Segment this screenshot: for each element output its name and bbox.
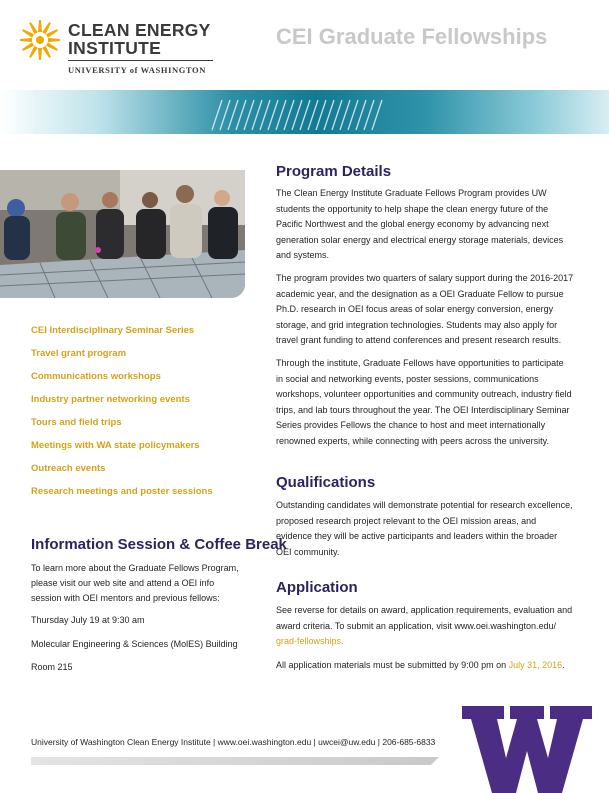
text-line: The program provides two quarters of salary support during the 2016-2017 [276, 273, 574, 283]
text-line: renowned experts, while connecting with peers across the university. [276, 435, 549, 446]
deadline-suffix: . [562, 660, 565, 670]
logo-university: UNIVERSITY of WASHINGTON [68, 65, 206, 75]
deadline-text: All application materials must be submitted by 9:00 pm on [276, 660, 509, 670]
text-line: trips, and lab tours throughout the year. The OEI Interdisciplinary Seminar [276, 404, 570, 415]
qualifications-heading: Qualifications [276, 474, 376, 491]
application-heading: Application [276, 579, 358, 596]
text-line: Ph.D. research in OEI focus areas of solar energy conversion, energy [276, 304, 554, 314]
info-intro-line: To learn more about the Graduate Fellows Program, [31, 563, 239, 573]
text-line: Pacific Northwest and the global energy economy by advancing next [276, 219, 549, 229]
text-line: Series provides Fellows the chance to host and meet internationally [276, 420, 546, 430]
text-line: generation solar energy and electrical energy storage materials, devices [276, 234, 564, 245]
program-details-p1 [276, 186, 588, 264]
list-item: Tours and field trips [31, 417, 122, 428]
logo-org-line2: INSTITUTE [68, 38, 162, 58]
text-line: proposed research project relevant to the OEI mission areas, and [276, 515, 537, 526]
list-item: Industry partner networking events [31, 394, 190, 405]
info-session-intro [31, 561, 239, 606]
header-banner [0, 90, 609, 134]
banner-stripes [0, 90, 609, 134]
text-line: storage, and grid integration technologies. Students may also apply for [276, 319, 558, 330]
list-item: Outreach events [31, 463, 106, 474]
info-session-date: Thursday July 19 at 9:30 am [31, 615, 145, 625]
footer-contact: University of Washington Clean Energy Institute | www.oei.washington.edu | uwcei@uw.edu | 206-685-6833 [31, 737, 436, 747]
deadline-date: July 31, 2016 [508, 660, 563, 670]
fellows-photo [0, 170, 245, 298]
text-line: Outstanding candidates will demonstrate potential for research excellence, [276, 500, 573, 510]
benefits-list [31, 325, 213, 509]
text-line: students the opportunity to help shape the clean energy future of the [276, 203, 549, 214]
text-line: in social and networking events, poster sessions, communications [276, 373, 539, 384]
info-session-room: Room 215 [31, 662, 73, 672]
list-item: Meetings with WA state policymakers [31, 440, 200, 451]
text-line: award criteria. To submit an application, visit www.oei.washington.edu/ [276, 620, 556, 631]
text-line: OEI community. [276, 546, 340, 557]
list-item: Communications workshops [31, 371, 161, 382]
text-line: workshops, volunteer opportunities and community outreach, industry field [276, 389, 572, 399]
text-line: The Clean Energy Institute Graduate Fellows Program provides UW [276, 188, 547, 198]
logo-org-line1: CLEAN ENERGY [68, 20, 211, 40]
application-link[interactable]: grad-fellowships. [276, 636, 344, 646]
qualifications-text [276, 498, 588, 560]
list-item: Research meetings and poster sessions [31, 486, 213, 497]
program-details-p2 [276, 271, 588, 349]
info-intro-line: please visit our web site and attend a OEI info [31, 578, 215, 588]
text-line: evidence they will be active participants and leaders within the broader [276, 531, 558, 541]
text-line: and systems. [276, 250, 330, 260]
text-line: academic year, and the designation as a OEI Graduate Fellow to pursue [276, 288, 564, 299]
list-item: Travel grant program [31, 348, 127, 359]
info-intro-line: session with OEI mentors and previous fellows: [31, 593, 220, 603]
footer-bar [31, 757, 439, 765]
page-title: CEI Graduate Fellowships [276, 24, 548, 49]
program-details-heading: Program Details [276, 163, 392, 180]
text-line: See reverse for details on award, application requirements, evaluation and [276, 605, 573, 615]
text-line: Through the institute, Graduate Fellows have opportunities to participate [276, 358, 564, 368]
cei-logo [18, 18, 228, 78]
logo-divider [68, 60, 213, 61]
info-session-building: Molecular Engineering & Sciences (MolES) Building [31, 639, 238, 649]
sunburst-logo-icon [18, 18, 62, 62]
info-session-heading: Information Session & Coffee Break [31, 536, 287, 553]
application-text [276, 603, 588, 650]
list-item: CEI Interdisciplinary Seminar Series [31, 325, 195, 336]
application-deadline [276, 658, 588, 674]
program-details-p3 [276, 356, 588, 449]
uw-w-logo-icon [462, 706, 592, 793]
text-line: travel grant funding to attend conferences and present research results. [276, 335, 562, 345]
